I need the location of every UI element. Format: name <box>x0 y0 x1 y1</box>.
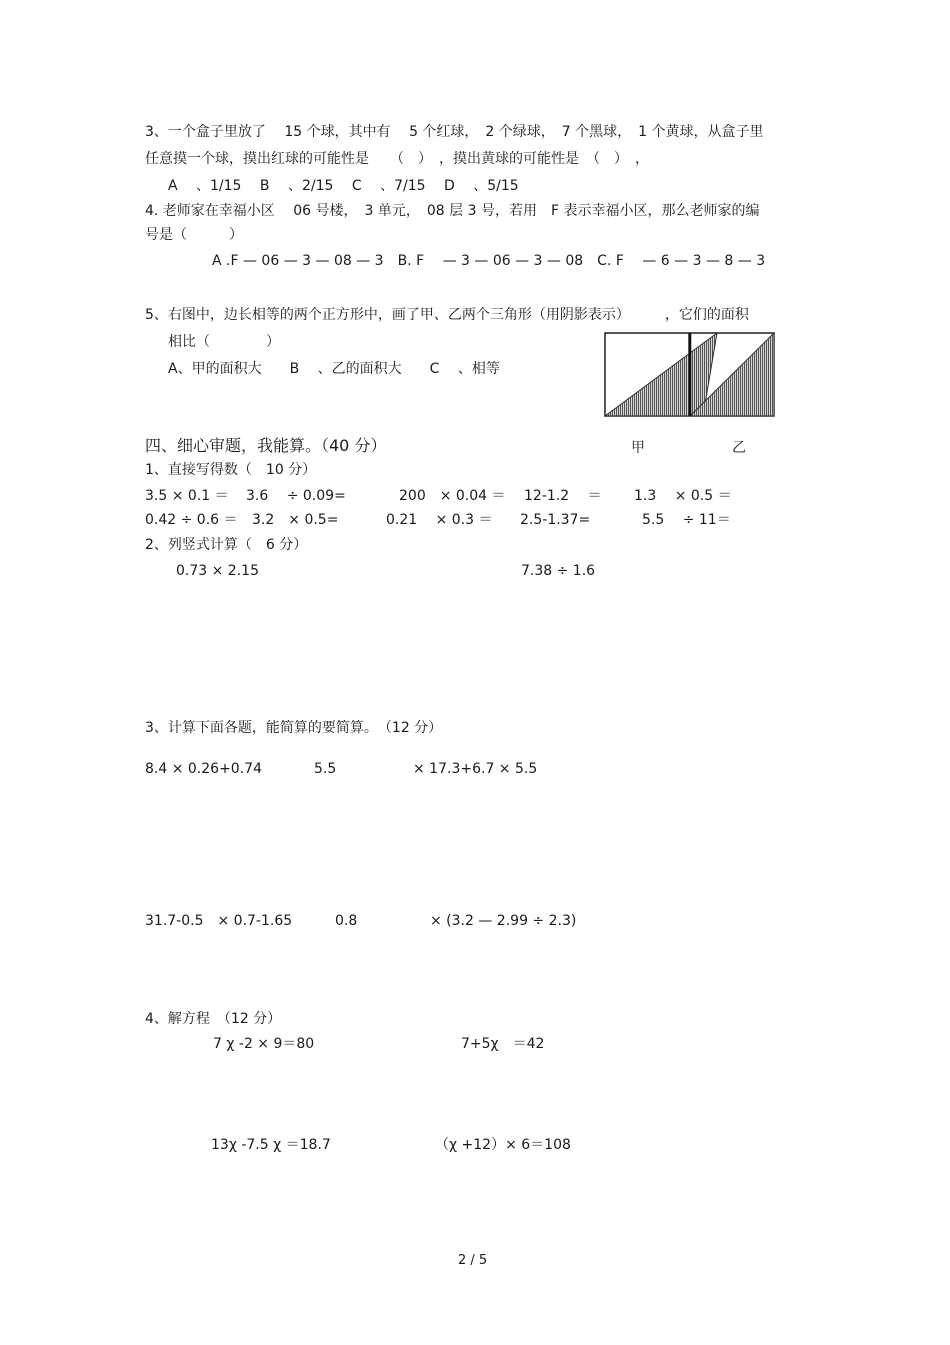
simplify-item: 31.7-0.5 × 0.7-1.65 <box>145 913 293 929</box>
calc-item: 200 × 0.04 ＝ <box>399 488 506 504</box>
calc-item: 0.21 × 0.3 ＝ <box>386 512 493 528</box>
calc-item: 0.42 ÷ 0.6 ＝ <box>145 512 238 528</box>
calc-item: 3.2 × 0.5= <box>252 512 339 528</box>
equation-item: 13χ -7.5 χ ＝18.7 <box>211 1137 331 1153</box>
q4-options: A .F — 06 — 3 — 08 — 3 B. F — 3 — 06 — 3 — 08 C. F — 6 — 3 — 8 — 3 <box>212 253 766 269</box>
part4-title: 4、解方程 （12 分） <box>145 1011 282 1027</box>
q4-line1: 4. 老师家在幸福小区 06 号楼， 3 单元， 08 层 3 号，若用 F 表示幸福小区，那么老师家的编 <box>145 203 760 219</box>
simplify-item: × (3.2 — 2.99 ÷ 2.3) <box>430 913 577 929</box>
q3-line1: 3、一个盒子里放了 15 个球，其中有 5 个红球， 2 个绿球， 7 个黑球， 1 个黄球，从盒子里 <box>145 124 764 140</box>
q5-line1: 5、右图中，边长相等的两个正方形中，画了甲、乙两个三角形（用阴影表示） ，它们的面积 <box>145 307 749 323</box>
calc-item: 3.6 ÷ 0.09= <box>246 488 346 504</box>
part3-title: 3、计算下面各题，能简算的要简算。 （12 分） <box>145 720 443 736</box>
equation-item: 7+5χ ＝42 <box>461 1036 545 1052</box>
calc-item: 2.5-1.37= <box>520 512 591 528</box>
vertical-calc-item: 7.38 ÷ 1.6 <box>521 563 596 579</box>
simplify-item: 0.8 <box>335 913 358 929</box>
triangle-figure <box>604 332 776 418</box>
vertical-calc-item: 0.73 × 2.15 <box>176 563 259 579</box>
simplify-item: 5.5 <box>314 761 337 777</box>
q5-options: A、甲的面积大 B 、乙的面积大 C 、相等 <box>168 361 500 377</box>
part2-title: 2、列竖式计算（ 6 分） <box>145 537 308 553</box>
equation-item: 7 χ -2 × 9＝80 <box>213 1036 315 1052</box>
equation-item: （χ +12）× 6＝108 <box>435 1137 571 1153</box>
section4-title: 四、细心审题，我能算。（40 分） <box>145 436 387 455</box>
q4-line2: 号是（ ） <box>145 227 243 243</box>
part1-title: 1、直接写得数（ 10 分） <box>145 462 317 478</box>
q3-options: A 、1/15 B 、2/15 C 、7/15 D 、5/15 <box>168 178 519 194</box>
calc-item: 1.3 × 0.5 ＝ <box>634 488 732 504</box>
calc-item: 12-1.2 ＝ <box>524 488 602 504</box>
calc-item: 5.5 ÷ 11＝ <box>642 512 731 528</box>
simplify-item: 8.4 × 0.26+0.74 <box>145 761 262 777</box>
page-number: 2 / 5 <box>458 1253 488 1268</box>
label-yi: 乙 <box>732 440 746 456</box>
calc-item: 3.5 × 0.1 ＝ <box>145 488 229 504</box>
q3-line2: 任意摸一个球，摸出红球的可能性是 （ ） ，摸出黄球的可能性是 （ ） ， <box>145 151 649 167</box>
label-jia: 甲 <box>631 440 645 456</box>
simplify-item: × 17.3+6.7 × 5.5 <box>413 761 538 777</box>
q5-line2: 相比（ ） <box>168 334 280 350</box>
